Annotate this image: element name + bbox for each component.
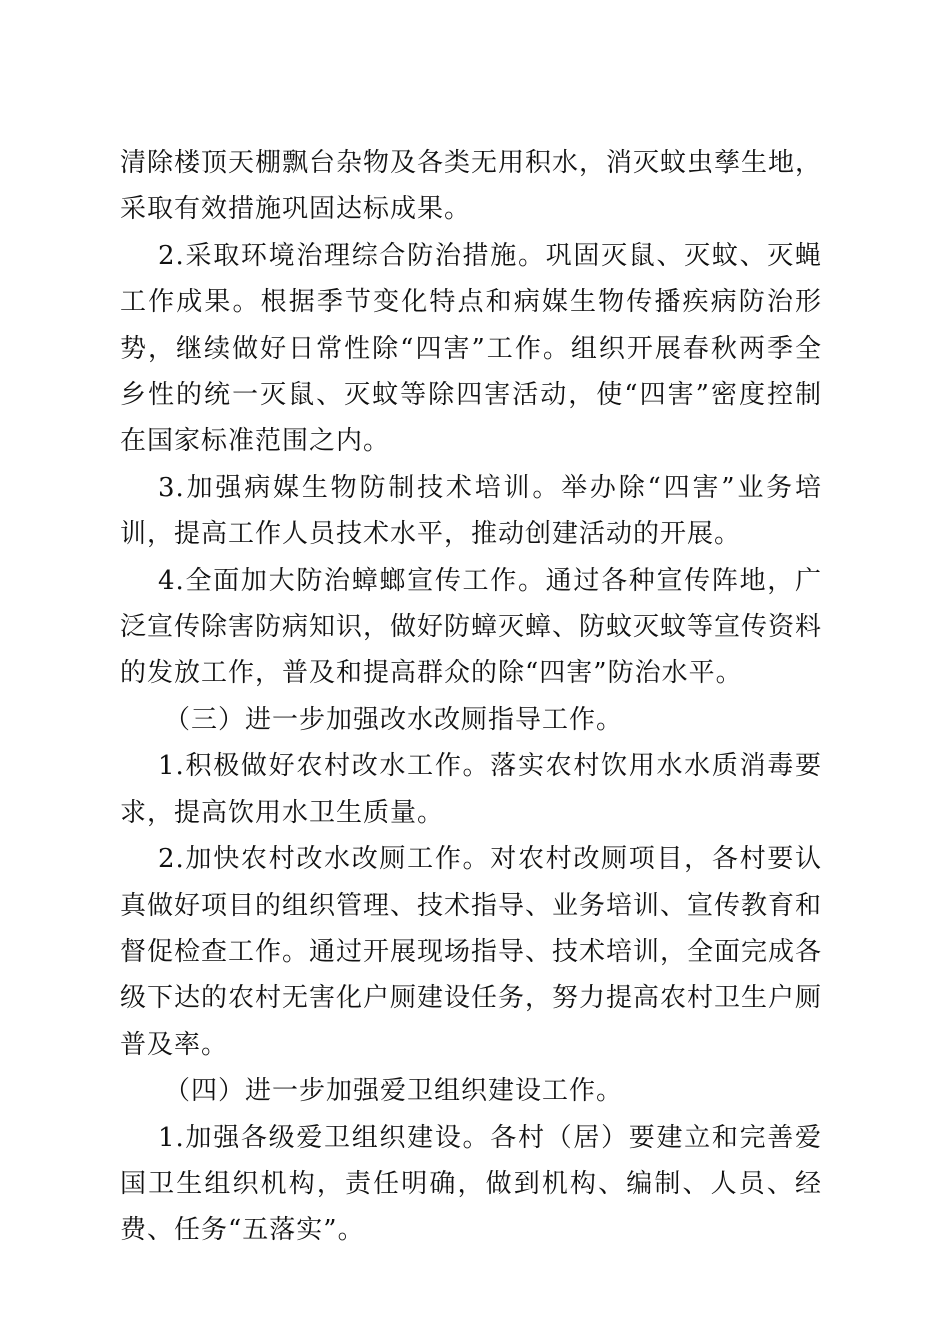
section-heading-3: （三）进一步加强改水改厕指导工作。 — [164, 704, 624, 735]
paragraph-item-2-toilet: 2.加快农村改水改厕工作。对农村改厕项目，各村要认真做好项目的组织管理、技术指导、业务培训、宣传教育和督促检查工作。通过开展现场指导、技术培训，全面完成各级下达的农村无害化户厕建设任务，努力提高农村卫生户厕普及率。 — [120, 844, 823, 1060]
paragraph-item-4-publicity: 4.全面加大防治蟑螂宣传工作。通过各种宣传阵地，广泛宣传除害防病知识，做好防蟑灭蟑、防蚊灭蚊等宣传资料的发放工作，普及和提高群众的除“四害”防治水平。 — [120, 565, 823, 689]
paragraph-item-1-organization: 1.加强各级爱卫组织建设。各村（居）要建立和完善爱国卫生组织机构，责任明确，做到机构、编制、人员、经费、任务“五落实”。 — [120, 1122, 822, 1246]
document-body — [120, 140, 822, 1254]
paragraph-item-3-training: 3.加强病媒生物防制技术培训。举办除“四害”业务培训，提高工作人员技术水平，推动创建活动的开展。 — [120, 472, 822, 550]
paragraph-continuation: 清除楼顶天棚飘台杂物及各类无用积水，消灭蚊虫孳生地，采取有效措施巩固达标成果。 — [120, 148, 823, 225]
paragraph-item-2-environment: 2.采取环境治理综合防治措施。巩固灭鼠、灭蚊、灭蝇工作成果。根据季节变化特点和病媒生物传播疾病防治形势，继续做好日常性除“四害”工作。组织开展春秋两季全乡性的统一灭鼠、灭蚊等除四害活动，使“四害”密度控制在国家标准范围之内。 — [120, 240, 822, 457]
paragraph-item-1-water: 1.积极做好农村改水工作。落实农村饮用水水质消毒要求，提高饮用水卫生质量。 — [120, 751, 822, 828]
section-heading-4: （四）进一步加强爱卫组织建设工作。 — [164, 1076, 624, 1107]
